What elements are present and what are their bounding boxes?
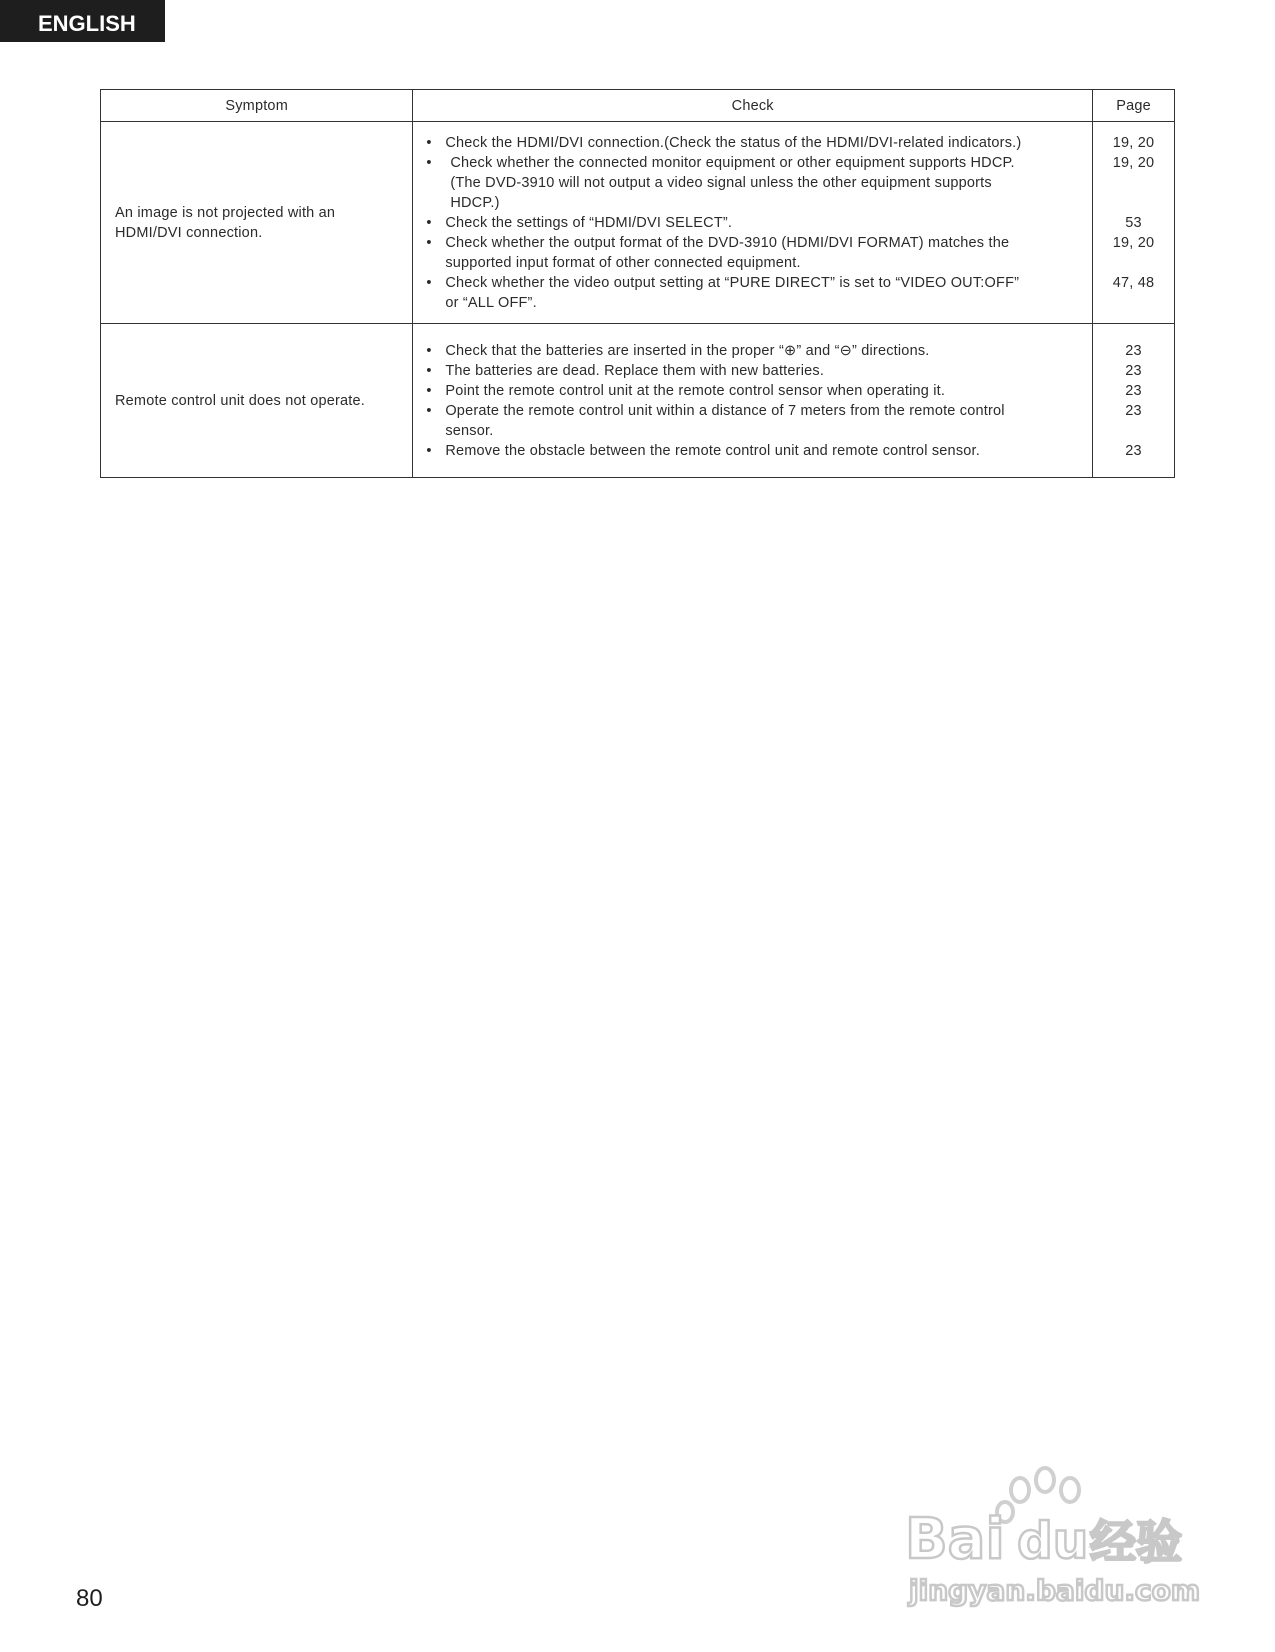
table-row: [101, 122, 1175, 324]
symptom-cell: [101, 324, 413, 478]
table-row: [101, 324, 1175, 478]
symptom-cell: [101, 122, 413, 324]
watermark-url: jingyan.baidu.com: [909, 1574, 1201, 1607]
check-item-continuation: (The DVD-3910 will not output a video signal unless the other equipment supports: [450, 174, 992, 191]
header-page: Page: [1093, 90, 1175, 122]
page-cell: [1093, 122, 1175, 324]
bullet-icon: •: [426, 402, 432, 419]
check-item: • The batteries are dead. Replace them with new batteries.: [426, 362, 825, 379]
check-item-continuation: HDCP.): [450, 194, 500, 211]
table-header-row: [101, 90, 1175, 122]
bullet-icon: •: [426, 234, 432, 251]
page-ref: [1093, 253, 1174, 273]
page-ref: [1093, 173, 1174, 193]
check-item: • Remove the obstacle between the remote control unit and remote control sensor.: [426, 442, 980, 459]
bullet-icon: •: [426, 362, 432, 379]
check-item-continuation: sensor.: [445, 422, 494, 439]
page-number: 80: [76, 1585, 103, 1612]
page-ref: 47, 48: [1112, 274, 1155, 291]
page-ref: 53: [1125, 214, 1142, 231]
check-item: • Check the HDMI/DVI connection.(Check the status of the HDMI/DVI-related indicators.): [426, 134, 1022, 151]
page-ref: 19, 20: [1112, 134, 1155, 151]
check-item: • Check whether the connected monitor equipment or other equipment supports HDCP.: [426, 154, 1015, 171]
symptom-text: HDMI/DVI connection.: [115, 224, 263, 241]
bullet-icon: •: [426, 274, 432, 291]
check-item-continuation: or “ALL OFF”.: [445, 294, 537, 311]
check-item: • Check whether the video output setting at “PURE DIRECT” is set to “VIDEO OUT:OFF”: [426, 274, 1020, 291]
baidu-jingyan-watermark: [905, 1460, 1205, 1610]
watermark-chinese: 经验: [1090, 1515, 1182, 1569]
page-ref: 23: [1125, 402, 1142, 419]
check-item: • Point the remote control unit at the remote control sensor when operating it.: [426, 382, 946, 399]
bullet-icon: •: [426, 442, 432, 459]
bullet-icon: •: [426, 154, 432, 171]
page-ref: 23: [1125, 442, 1142, 459]
page-ref: 23: [1125, 342, 1142, 359]
language-tab: ENGLISH: [0, 0, 165, 42]
check-cell: [413, 122, 1093, 324]
check-item: • Operate the remote control unit within a distance of 7 meters from the remote control: [426, 402, 1005, 419]
header-check: Check: [413, 90, 1093, 122]
bullet-icon: •: [426, 214, 432, 231]
troubleshooting-table: [100, 89, 1175, 478]
check-item: • Check whether the output format of the DVD-3910 (HDMI/DVI FORMAT) matches the: [426, 234, 1010, 251]
page-cell: [1093, 324, 1175, 478]
watermark-brand-left: Bai: [905, 1507, 1005, 1572]
check-item-continuation: supported input format of other connected equipment.: [445, 254, 801, 271]
bullet-icon: •: [426, 382, 432, 399]
check-item: • Check the settings of “HDMI/DVI SELECT”.: [426, 214, 733, 231]
page-ref: 19, 20: [1112, 154, 1155, 171]
page-ref: [1093, 193, 1174, 213]
symptom-text: An image is not projected with an: [115, 204, 336, 221]
page-ref: 23: [1125, 362, 1142, 379]
page-ref: 23: [1125, 382, 1142, 399]
check-item: • Check that the batteries are inserted in the proper “⊕” and “⊖” directions.: [426, 342, 930, 359]
symptom-text: Remote control unit does not operate.: [115, 392, 366, 409]
header-symptom: Symptom: [101, 90, 413, 122]
check-cell: [413, 324, 1093, 478]
page-ref: 19, 20: [1112, 234, 1155, 251]
page-ref: [1093, 421, 1174, 441]
bullet-icon: •: [426, 134, 432, 151]
watermark-brand-right: du: [1017, 1512, 1089, 1570]
page-ref: [1093, 293, 1174, 313]
bullet-icon: •: [426, 342, 432, 359]
